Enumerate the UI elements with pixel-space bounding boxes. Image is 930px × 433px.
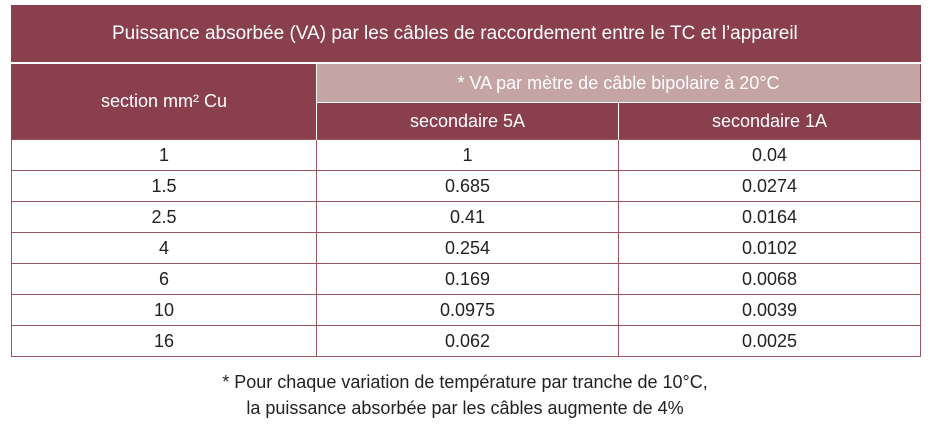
va-1a-cell: 0.0025 <box>619 326 921 357</box>
table-row <box>12 202 921 233</box>
column-header-1a: secondaire 1A <box>619 103 921 140</box>
table-row <box>12 140 921 171</box>
va-1a-cell: 0.0068 <box>619 264 921 295</box>
section-cell: 6 <box>12 264 317 295</box>
va-1a-cell: 0.04 <box>619 140 921 171</box>
va-5a-cell: 0.0975 <box>317 295 619 326</box>
va-5a-cell: 1 <box>317 140 619 171</box>
cable-power-table <box>11 5 921 357</box>
footnote-line-2: la puissance absorbée par les câbles augmente de 4% <box>246 398 684 418</box>
va-5a-cell: 0.169 <box>317 264 619 295</box>
column-header-5a: secondaire 5A <box>317 103 619 140</box>
va-1a-cell: 0.0274 <box>619 171 921 202</box>
va-1a-cell: 0.0102 <box>619 233 921 264</box>
table-row <box>12 264 921 295</box>
va-5a-cell: 0.254 <box>317 233 619 264</box>
group-header: * VA par mètre de câble bipolaire à 20°C <box>317 63 921 103</box>
va-1a-cell: 0.0039 <box>619 295 921 326</box>
section-cell: 4 <box>12 233 317 264</box>
table-body <box>12 140 921 357</box>
va-5a-cell: 0.41 <box>317 202 619 233</box>
va-5a-cell: 0.685 <box>317 171 619 202</box>
cable-power-table-container <box>11 5 920 357</box>
section-cell: 1 <box>12 140 317 171</box>
section-cell: 10 <box>12 295 317 326</box>
section-cell: 16 <box>12 326 317 357</box>
va-1a-cell: 0.0164 <box>619 202 921 233</box>
section-header: section mm² Cu <box>12 63 317 140</box>
table-row <box>12 171 921 202</box>
section-cell: 2.5 <box>12 202 317 233</box>
table-row <box>12 233 921 264</box>
va-5a-cell: 0.062 <box>317 326 619 357</box>
table-row <box>12 326 921 357</box>
table-title: Puissance absorbée (VA) par les câbles de raccordement entre le TC et l’appareil <box>12 6 921 64</box>
table-row <box>12 295 921 326</box>
footnote <box>0 369 930 421</box>
section-cell: 1.5 <box>12 171 317 202</box>
footnote-line-1: * Pour chaque variation de température par tranche de 10°C, <box>222 372 708 392</box>
